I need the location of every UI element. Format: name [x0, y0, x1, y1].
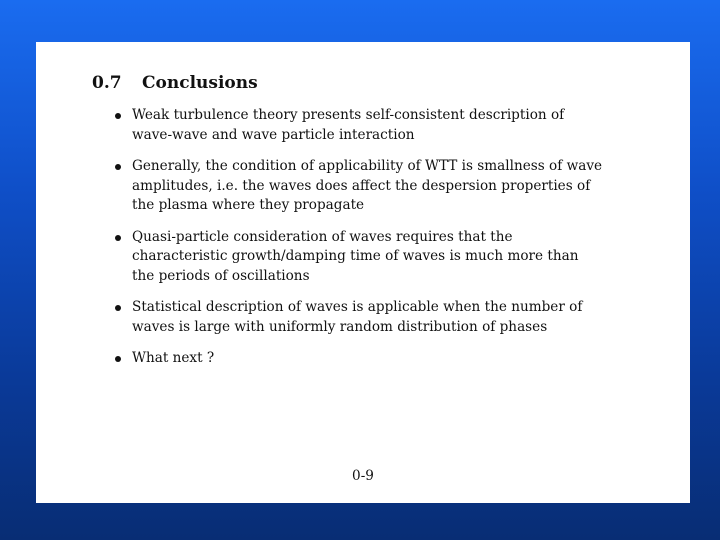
- bullet-icon: [115, 356, 121, 362]
- conclusions-list: [114, 106, 604, 381]
- slide-page: [36, 42, 690, 503]
- bullet-icon: [115, 235, 121, 241]
- list-item: [114, 106, 604, 145]
- bullet-text: Statistical description of waves is applicable when the number of waves is large with uniformly random distribution of phases: [132, 299, 583, 335]
- bullet-text: Quasi-particle consideration of waves requires that the characteristic growth/damping time of waves is much more than the periods of oscillations: [132, 228, 579, 284]
- section-number: 0.7: [92, 73, 122, 93]
- bullet-icon: [115, 164, 121, 170]
- page-number: 0-9: [352, 468, 374, 484]
- bullet-text: Weak turbulence theory presents self-consistent description of wave-wave and wave particle interaction: [132, 107, 565, 143]
- section-heading: [92, 73, 258, 93]
- bullet-icon: [115, 305, 121, 311]
- bullet-text: Generally, the condition of applicability of WTT is smallness of wave amplitudes, i.e. the waves does affect the despersion properties of the plasma where they propagate: [132, 158, 603, 213]
- list-item: [114, 349, 604, 369]
- section-title: Conclusions: [142, 73, 258, 93]
- list-item: [114, 298, 604, 337]
- bullet-text: What next ?: [132, 350, 215, 366]
- list-item: [114, 228, 604, 287]
- bullet-icon: [115, 113, 121, 119]
- list-item: [114, 157, 604, 216]
